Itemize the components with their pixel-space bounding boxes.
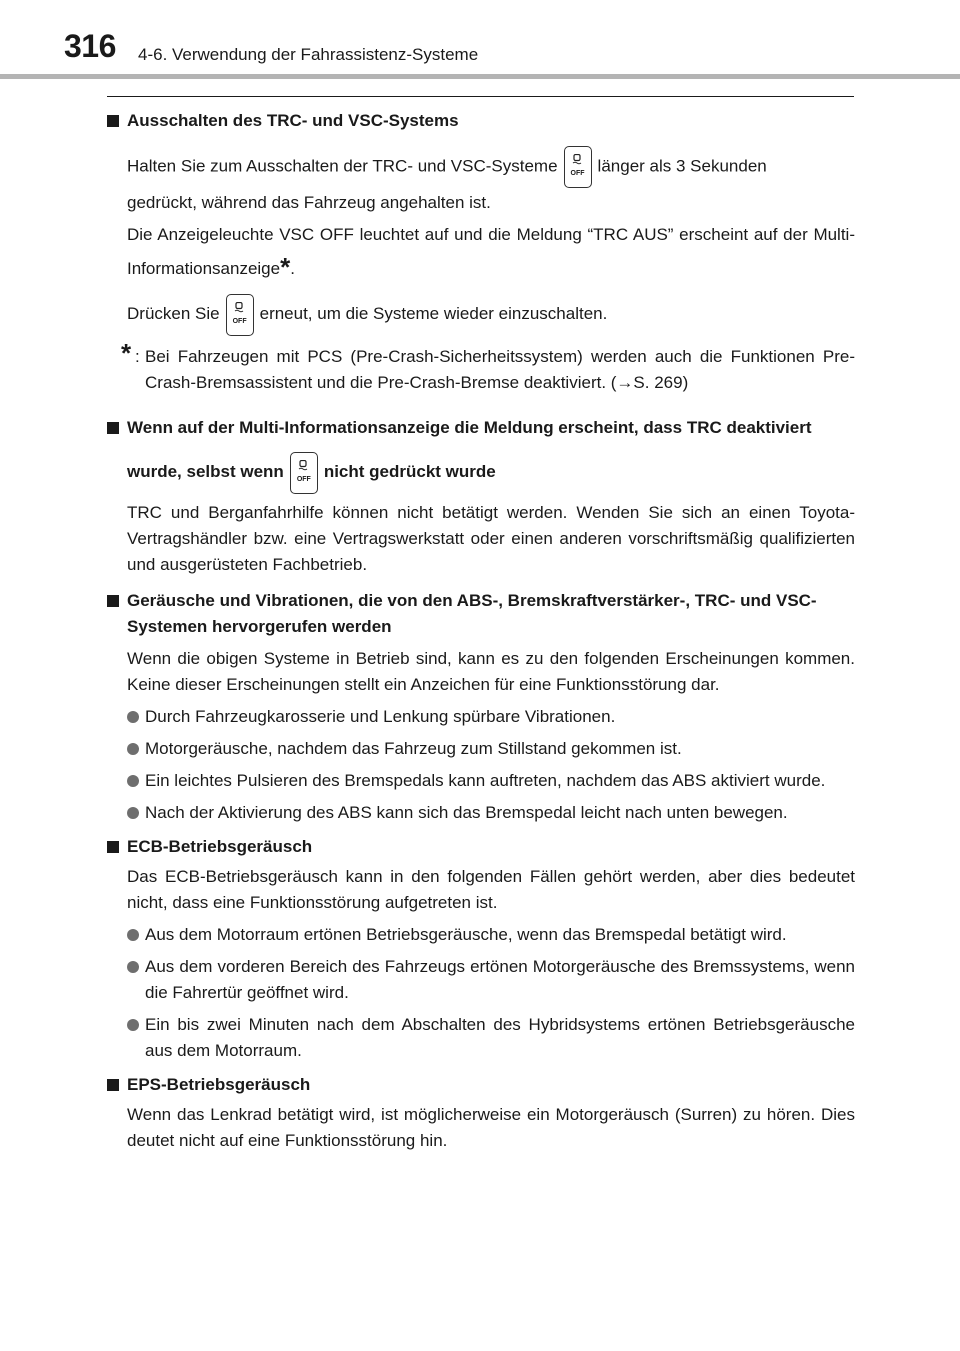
paragraph: Drücken Sie OFF erneut, um die Systeme wieder einzuschalten.: [107, 292, 855, 336]
vsc-off-button-icon: OFF: [564, 146, 592, 188]
section-rule: [107, 96, 854, 97]
vsc-off-button-icon: OFF: [290, 452, 318, 494]
list-item: Nach der Aktivierung des ABS kann sich das Bremspedal leicht nach unten bewegen.: [107, 800, 855, 826]
header-divider: [0, 74, 960, 79]
skidding-car-icon: [234, 302, 244, 313]
paragraph: gedrückt, während das Fahrzeug angehalten ist.: [127, 193, 491, 212]
circle-bullet-icon: [127, 807, 139, 819]
circle-bullet-icon: [127, 1019, 139, 1031]
section-heading-eps-noise: EPS-Betriebsgeräusch: [107, 1072, 855, 1098]
page-header: [0, 0, 960, 78]
circle-bullet-icon: [127, 961, 139, 973]
list-item: Ein leichtes Pulsieren des Bremspedals kann auftreten, nachdem das ABS aktiviert wurde.: [107, 768, 855, 794]
skidding-car-icon: [298, 460, 308, 471]
paragraph: TRC und Berganfahrhilfe können nicht betätigt werden. Wenden Sie sich an einen Toyota-Vertragshändler bzw. eine Vertragswerkstatt oder einen anderen vorschriftsmäßig qualifizierten und ausgerüsteten Fachbetrieb.: [127, 503, 855, 574]
list-item: Aus dem Motorraum ertönen Betriebsgeräusche, wenn das Bremspedal betätigt wird.: [107, 922, 855, 948]
paragraph: Die Anzeigeleuchte VSC OFF leuchtet auf und die Meldung “TRC AUS” erscheint auf der Multi-Informationsanzeige*.: [127, 225, 855, 282]
section-heading-noises-vibrations: Geräusche und Vibrationen, die von den ABS-, Bremskraftverstärker-, TRC- und VSC-Systemen hervorgerufen werden: [107, 588, 855, 640]
square-bullet-icon: [107, 595, 119, 607]
section-heading-ecb-noise: ECB-Betriebsgeräusch: [107, 834, 855, 860]
paragraph: Halten Sie zum Ausschalten der TRC- und VSC-Systeme OFF länger als 3 Sekunden: [107, 146, 855, 188]
footnote: * : Bei Fahrzeugen mit PCS (Pre-Crash-Sicherheitssystem) werden auch die Funktionen Pre-Crash-Bremsassistent und die Pre-Crash-Bremse deaktiviert. (→S. 269): [121, 338, 855, 392]
list-item: Motorgeräusche, nachdem das Fahrzeug zum Stillstand gekommen ist.: [107, 736, 855, 762]
vsc-off-button-icon: OFF: [226, 294, 254, 336]
section-heading-trc-vsc-off: Ausschalten des TRC- und VSC-Systems: [107, 108, 855, 134]
square-bullet-icon: [107, 841, 119, 853]
circle-bullet-icon: [127, 775, 139, 787]
paragraph: Wenn die obigen Systeme in Betrieb sind, kann es zu den folgenden Erscheinungen kommen. Keine dieser Erscheinungen stellt ein Anzeichen für eine Funktionsstörung dar.: [127, 649, 855, 694]
section-heading-trc-disabled-message: Wenn auf der Multi-Informationsanzeige die Meldung erscheint, dass TRC deaktiviert wurde, selbst wenn OFF nicht gedrückt wurde: [107, 406, 855, 494]
list-item: Durch Fahrzeugkarosserie und Lenkung spürbare Vibrationen.: [107, 704, 855, 730]
page-number: 316: [64, 28, 116, 64]
skidding-car-icon: [572, 154, 582, 165]
square-bullet-icon: [107, 115, 119, 127]
circle-bullet-icon: [127, 929, 139, 941]
paragraph: Das ECB-Betriebsgeräusch kann in den folgenden Fällen gehört werden, aber dies bedeutet nicht, dass eine Funktionsstörung aufgetreten ist.: [127, 867, 855, 912]
circle-bullet-icon: [127, 711, 139, 723]
footnote-asterisk: *: [121, 338, 132, 368]
paragraph: Wenn das Lenkrad betätigt wird, ist möglicherweise ein Motorgeräusch (Surren) zu hören. Dies deutet nicht auf eine Funktionsstörung hin.: [127, 1105, 855, 1150]
page-content: [107, 108, 855, 1154]
chapter-title: 4-6. Verwendung der Fahrassistenz-Systeme: [138, 45, 479, 64]
square-bullet-icon: [107, 1079, 119, 1091]
circle-bullet-icon: [127, 743, 139, 755]
list-item: Ein bis zwei Minuten nach dem Abschalten des Hybridsystems ertönen Betriebsgeräusche aus dem Motorraum.: [107, 1012, 855, 1064]
square-bullet-icon: [107, 422, 119, 434]
list-item: Aus dem vorderen Bereich des Fahrzeugs ertönen Motorgeräusche des Bremssystems, wenn die Fahrertür geöffnet wird.: [107, 954, 855, 1006]
